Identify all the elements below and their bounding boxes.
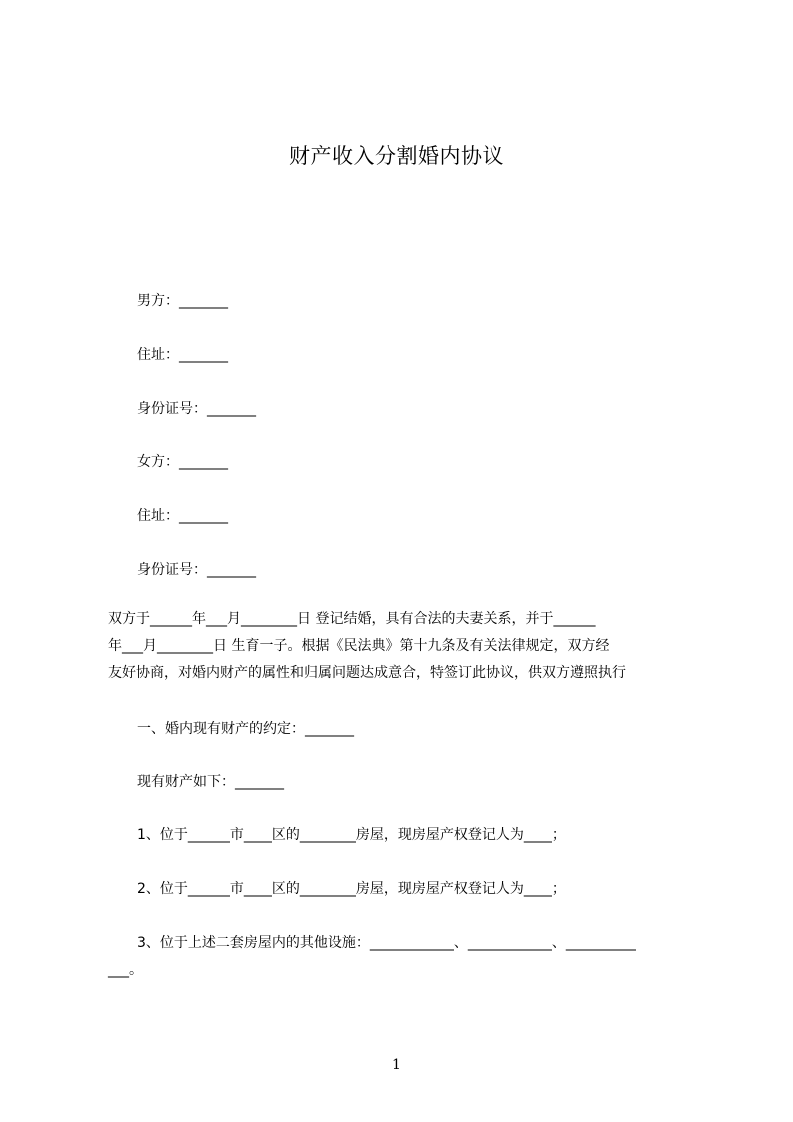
field-label: 女方：: [137, 454, 179, 470]
male-id-field: [137, 399, 256, 419]
field-label: 住址：: [137, 347, 179, 363]
female-party-field: [137, 452, 228, 472]
property-item: 1、位于______市____区的________房屋，现房屋产权登记人为____；: [137, 827, 566, 843]
male-party-field: [137, 291, 228, 311]
intro-line: 年___月________日 生育一子。根据《民法典》第十九条及有关法律规定，双方经: [108, 638, 610, 654]
intro-line: 双方于______年___月________日 登记结婚，具有合法的夫妻关系，并于______: [108, 611, 596, 627]
property-item: 2、位于______市____区的________房屋，现房屋产权登记人为____；: [137, 881, 566, 897]
field-blank: _______: [179, 347, 228, 363]
field-blank: _______: [179, 454, 228, 470]
female-id-field: [137, 560, 256, 580]
page-number: 1: [392, 1057, 401, 1073]
field-label: 男方：: [137, 293, 179, 309]
male-address-field: [137, 345, 228, 365]
field-label: 身份证号：: [137, 562, 207, 578]
intro-paragraph: [108, 609, 704, 690]
property-item-continuation: ___。: [108, 962, 143, 978]
field-label: 住址：: [137, 508, 179, 524]
female-address-field: [137, 506, 228, 526]
intro-line: 友好协商，对婚内财产的属性和归属问题达成意合，特签订此协议，供双方遵照执行: [108, 665, 626, 681]
field-label: 身份证号：: [137, 401, 207, 417]
field-blank: _______: [179, 293, 228, 309]
document-title: 财产收入分割婚内协议: [289, 144, 504, 168]
property-item: 3、位于上述二套房屋内的其他设施：____________、____________、__________: [137, 935, 636, 951]
field-blank: _______: [207, 562, 256, 578]
field-blank: _______: [207, 401, 256, 417]
field-blank: _______: [179, 508, 228, 524]
existing-property-line: 现有财产如下：_______: [137, 774, 284, 790]
section-heading: 一、婚内现有财产的约定：_______: [137, 721, 354, 737]
